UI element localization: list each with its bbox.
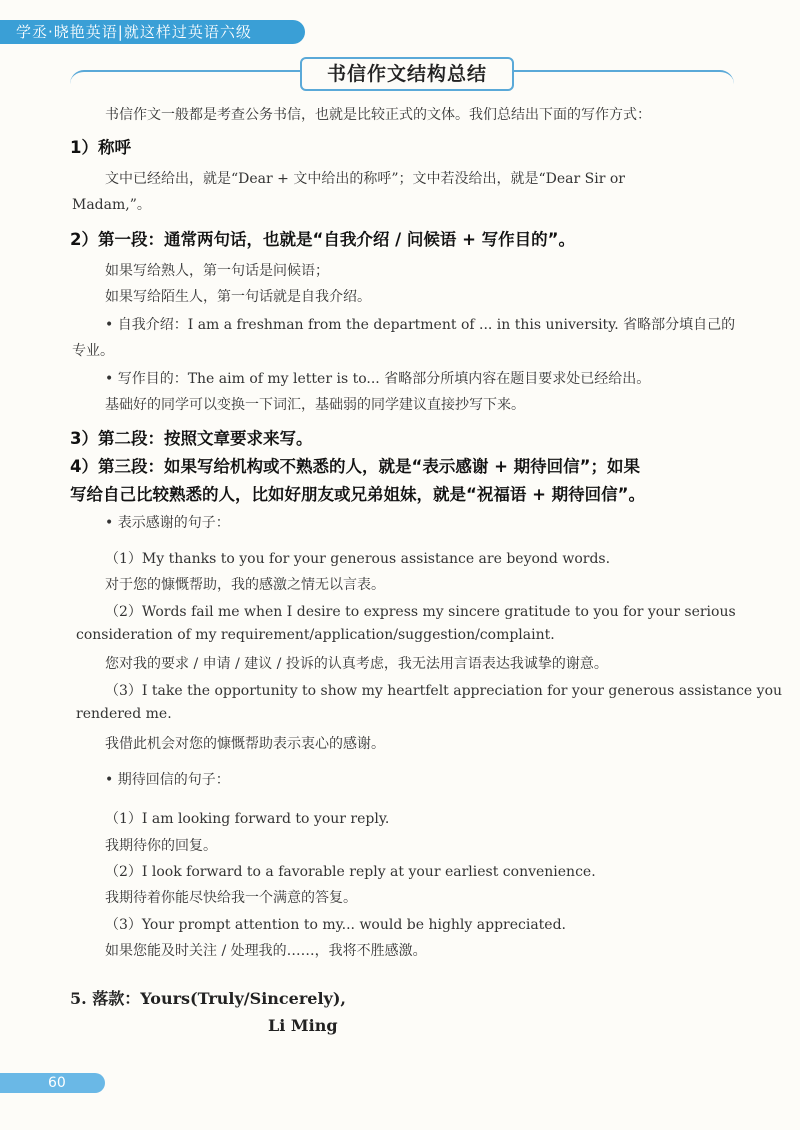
thanks-label: • 表示感谢的句子： — [105, 515, 230, 531]
reply-2-cn: 我期待着你能尽快给我一个满意的答复。 — [105, 890, 357, 906]
closing-line: 5. 落款：Yours(Truly/Sincerely), — [70, 989, 346, 1008]
thanks-2-cn: 您对我的要求 / 申请 / 建议 / 投诉的认真考虑，我无法用言语表达我诚挚的谢意。 — [105, 656, 608, 672]
section-2-line-6: 基础好的同学可以变换一下词汇，基础弱的同学建议直接抄写下来。 — [105, 397, 525, 413]
reply-3-en: （3）Your prompt attention to my... would be highly appreciated. — [105, 917, 567, 933]
section-2-line-1: 如果写给熟人，第一句话是问候语； — [105, 263, 329, 279]
section-1-line-2: Madam,”。 — [72, 197, 151, 213]
thanks-2-en-1: （2）Words fail me when I desire to express my sincere gratitude to you for your serious — [105, 604, 736, 620]
section-1-heading: 1）称呼 — [70, 138, 131, 157]
thanks-2-en-2: consideration of my requirement/application/suggestion/complaint. — [76, 627, 555, 643]
section-2-heading: 2）第一段：通常两句话，也就是“自我介绍 / 问候语 + 写作目的”。 — [70, 230, 575, 249]
section-2-line-4: 专业。 — [72, 343, 114, 359]
section-4-heading-2: 写给自己比较熟悉的人，比如好朋友或兄弟姐妹，就是“祝福语 + 期待回信”。 — [70, 485, 646, 504]
page-number: 60 — [48, 1075, 66, 1091]
section-1-line-1: 文中已经给出，就是“Dear + 文中给出的称呼”；文中若没给出，就是“Dear Sir or — [105, 171, 625, 187]
section-2-line-3: • 自我介绍：I am a freshman from the department of ... in this university. 省略部分填自己的 — [105, 317, 736, 333]
reply-label: • 期待回信的句子： — [105, 772, 230, 788]
reply-1-cn: 我期待你的回复。 — [105, 838, 217, 854]
thanks-1-en: （1）My thanks to you for your generous assistance are beyond words. — [105, 551, 611, 567]
page-number-bar — [0, 1073, 105, 1093]
thanks-3-cn: 我借此机会对您的慷慨帮助表示衷心的感谢。 — [105, 736, 385, 752]
header-text: 学丞·晓艳英语|就这样过英语六级 — [16, 23, 252, 41]
thanks-3-en-2: rendered me. — [76, 706, 172, 722]
section-2-line-5: • 写作目的：The aim of my letter is to... 省略部分所填内容在题目要求处已经给出。 — [105, 371, 651, 387]
section-3-heading: 3）第二段：按照文章要求来写。 — [70, 429, 313, 448]
thanks-3-en-1: （3）I take the opportunity to show my heartfelt appreciation for your generous assistance you — [105, 683, 783, 699]
intro-text: 书信作文一般都是考查公务书信，也就是比较正式的文体。我们总结出下面的写作方式： — [105, 107, 651, 123]
reply-1-en: （1）I am looking forward to your reply. — [105, 811, 390, 827]
section-2-line-2: 如果写给陌生人，第一句话就是自我介绍。 — [105, 289, 371, 305]
reply-2-en: （2）I look forward to a favorable reply at your earliest convenience. — [105, 864, 596, 880]
thanks-1-cn: 对于您的慷慨帮助，我的感激之情无以言表。 — [105, 577, 385, 593]
reply-3-cn: 如果您能及时关注 / 处理我的……，我将不胜感激。 — [105, 943, 427, 959]
section-4-heading-1: 4）第三段：如果写给机构或不熟悉的人，就是“表示感谢 + 期待回信”；如果 — [70, 457, 640, 476]
signature-name: Li Ming — [268, 1016, 338, 1035]
page-title: 书信作文结构总结 — [300, 57, 514, 91]
header-banner — [0, 20, 305, 44]
